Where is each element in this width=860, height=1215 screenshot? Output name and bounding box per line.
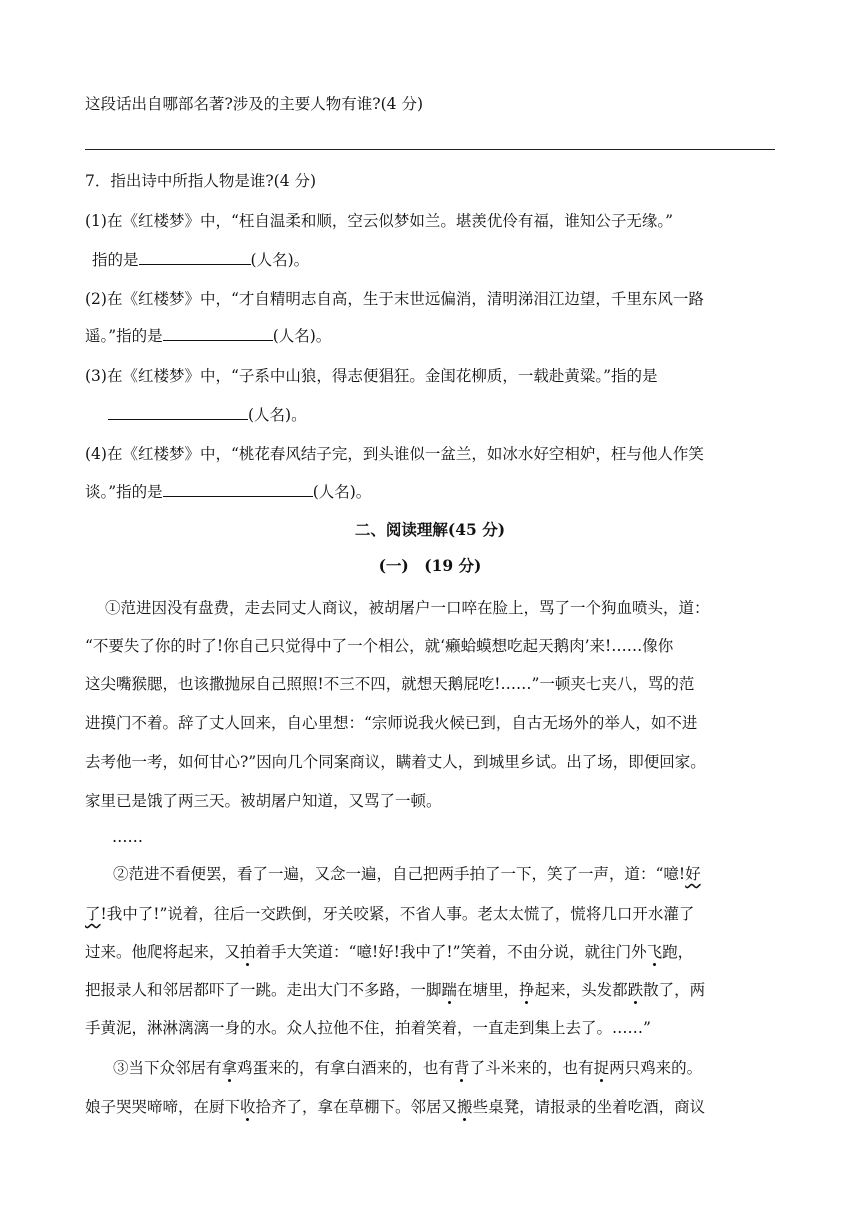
p2-text: !我中了!”说着，往后一交跌倒，牙关咬紧，不省人事。老太太慌了，慌将几口开水灌了 [100,905,695,923]
p3-text: 两只鸡来的。 [609,1059,703,1077]
item-4-lead: 谈。”指的是 [85,483,163,501]
p2-text: ②范进不看便罢，看了一遍，又念一遍，自己把两手拍了一下，笑了一声，道：“噫! [113,865,686,883]
p2-text: 把报录人和邻居都吓了一跳。走出大门不多路，一脚 [85,981,442,999]
dotted-char: 拍 [240,943,256,961]
passage-p1-line-5: 去考他一考，如何甘心?”因向几个同案商议，瞒着丈人，到城里乡试。出了场，即便回家。 [85,753,706,771]
passage-p1-line-1: ①范进因没有盘费，走去同丈人商议，被胡屠户一口啐在脸上，骂了一个狗血喷头，道： [105,599,710,617]
passage-p2-line-3 [85,942,693,962]
item-4-tail: (人名)。 [312,483,372,501]
answer-blank-2[interactable] [163,325,273,341]
passage-p1-line-6: 家里已是饿了两三天。被胡屠户知道，又骂了一顿。 [85,792,442,810]
wavy-underlined-word: 了 [85,905,101,923]
dotted-char: 跌 [627,981,644,999]
dotted-char: 搬 [457,1098,473,1116]
question-7-item-4: (4)在《红楼梦》中，“桃花春风结子完，到头谁似一盆兰，如冰水好空相妒，枉与他人作笑 [85,445,704,463]
passage-p2-line-5: 手黄泥，淋淋漓漓一身的水。众人拉他不住，拍着笑着，一直走到集上去了。……” [85,1019,651,1037]
dotted-char: 收 [240,1098,256,1116]
passage-ellipsis: …… [112,828,143,846]
p3-text: 娘子哭哭啼啼，在厨下 [85,1098,241,1116]
p3-text: 鸡蛋来的，有拿白酒来的，也有 [237,1059,455,1077]
question-7-item-3-answer [108,404,307,425]
dotted-char: 飞 [646,943,663,961]
p2-text: 过来。他爬将起来，又 [85,943,241,961]
question-7-item-2: (2)在《红楼梦》中，“才自精明志自高，生于末世远偏消，清明涕泪江边望，千里东风一路 [85,290,704,308]
dotted-char: 拿 [221,1059,238,1077]
item-1-lead: 指的是 [92,251,139,269]
item-1-tail: (人名)。 [250,251,310,269]
item-3-tail: (人名)。 [248,406,307,424]
passage-p3-line-1 [113,1058,702,1078]
passage-p2-line-1 [113,864,701,884]
answer-line [85,149,775,150]
p3-text: 拾齐了，拿在草棚下。邻居又 [255,1098,458,1116]
p2-text: 在塘里， [457,981,520,999]
question-7-title: 7．指出诗中所指人物是谁?(4 分) [85,172,317,190]
question-6-prompt: 这段话出自哪部名著?涉及的主要人物有谁?(4 分) [85,95,424,113]
p3-text: 些桌凳，请报录的坐着吃酒，商议 [472,1098,706,1116]
question-7-item-1: (1)在《红楼梦》中，“枉自温柔和顺，空云似梦如兰。堪羡优伶有福，谁知公子无缘。” [85,212,674,230]
dotted-char: 背 [454,1059,470,1077]
item-2-lead: 遥。”指的是 [85,327,163,345]
wavy-underlined-word: 好 [685,865,701,883]
passage-p2-line-4 [85,980,705,1000]
dotted-char: 挣 [519,981,535,999]
question-7-item-1-answer [92,249,309,270]
item-2-tail: (人名)。 [272,327,332,345]
question-7-item-4-answer [85,481,371,502]
passage-p1-line-2: “不要失了你的时了!你自己只觉得中了一个相公，就‘癞蛤蟆想吃起天鹅肉’来!……像你 [85,637,674,655]
passage-p2-line-2 [85,904,694,924]
question-7-item-2-answer [85,325,331,346]
p2-text: 散了，两 [643,981,706,999]
dotted-char: 踹 [441,981,458,999]
passage-p1-line-3: 这尖嘴猴腮，也该撒抛尿自己照照!不三不四，就想天鹅屁吃!……”一顿夹七夹八，骂的范 [85,675,695,693]
answer-blank-3[interactable] [108,404,248,420]
p2-text: 起来，头发都 [534,981,628,999]
section-heading: 二、阅读理解(45 分) [354,520,506,539]
section-subheading: (一) (19 分) [378,556,482,575]
p2-text: 着手大笑道：“噫!好!我中了!”笑着，不由分说，就往门外 [255,943,647,961]
p3-text: ③当下众邻居有 [113,1059,222,1077]
p2-text: 跑， [662,943,694,961]
passage-p1-line-4: 进摸门不着。辞了丈人回来，自心里想：“宗师说我火候已到，自古无场外的举人，如不进 [85,714,698,732]
dotted-char: 捉 [593,1059,610,1077]
passage-p3-line-2 [85,1097,705,1117]
answer-blank-4[interactable] [163,481,313,497]
question-7-item-3: (3)在《红楼梦》中，“子系中山狼，得志便猖狂。金闺花柳质，一载赴黄粱。”指的是 [85,367,658,385]
answer-blank-1[interactable] [139,249,251,265]
p3-text: 了斗米来的，也有 [469,1059,594,1077]
